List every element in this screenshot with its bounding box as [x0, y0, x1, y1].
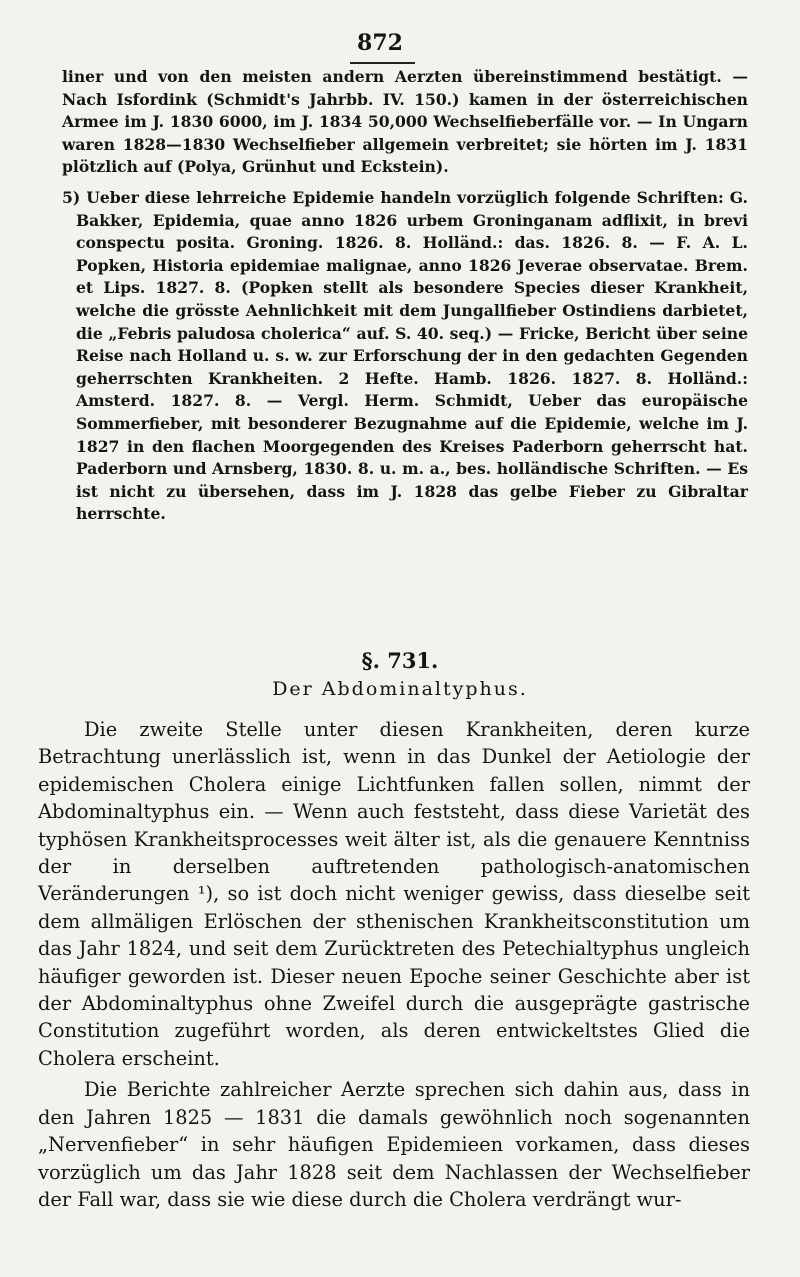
- body-paragraph-2: Die Berichte zahlreicher Aerzte sprechen sich dahin aus, dass in den Jahren 1825 — 1831 die damals gewöhnlich noch sogenannten „Nervenfieber“ in sehr häufigen Epidemieen vorkamen, dass dieses vorzüglich um das Jahr 1828 seit dem Nachlassen der Wechselfieber der Fall war, dass sie wie diese durch die Cholera verdrängt wur-: [38, 1078, 750, 1211]
- footnote-5: 5) Ueber diese lehrreiche Epidemie handeln vorzüglich folgende Schriften: G. Bakker, Epidemia, quae anno 1826 urbem Groninganam adflixit, in brevi conspectu posita. Groning. 1826. 8. Holländ.: das. 1826. 8. — F. A. L. Popken, Historia epidemiae malignae, anno 1826 Jeverae observatae. Brem. et Lips. 1827. 8. (Popken stellt als besondere Species dieser Krankheit, welche die grösste Aehnlichkeit mit dem Jungallfieber Ostindiens darbietet, die „Febris paludosa cholerica“ auf. S. 40. seq.) — Fricke, Bericht über seine Reise nach Holland u. s. w. zur Erforschung der in den gedachten Gegenden geherrschten Krankheiten. 2 Hefte. Hamb. 1826. 1827. 8. Holländ.: Amsterd. 1827. 8. — Vergl. Herm. Schmidt, Ueber das europäische Sommerfieber, mit besonderer Bezugnahme auf die Epidemie, welche im J. 1827 in den flachen Moorgegenden des Kreises Paderborn geherrscht hat. Paderborn und Arnsberg, 1830. 8. u. m. a., bes. holländische Schriften. — Es ist nicht zu übersehen, dass im J. 1828 das gelbe Fieber zu Gibraltar herrschte.: [62, 187, 748, 524]
- body-text: [38, 716, 750, 1213]
- section-number: §. 731.: [361, 648, 439, 673]
- body-paragraph-1: Die zweite Stelle unter diesen Krankheiten, deren kurze Betrachtung unerlässlich ist, wenn in das Dunkel der Aetiologie der epidemischen Cholera einige Lichtfunken fallen sollen, nimmt der Abdominaltyphus ein. — Wenn auch feststeht, dass diese Varietät des typhösen Krankheitsprocesses weit älter ist, als die genauere Kenntniss der in derselben auftretenden pathologisch-anatomischen Veränderungen ¹), so ist doch nicht weniger gewiss, dass dieselbe seit dem allmäligen Erlöschen der sthenischen Krankheitsconstitution um das Jahr 1824, und seit dem Zurücktreten des Petechialtyphus ungleich häufiger geworden ist. Dieser neuen Epoche seiner Geschichte aber ist der Abdominaltyphus ohne Zweifel durch die ausgeprägte gastrische Constitution zugeführt worden, als deren entwickeltstes Glied die Cholera erscheint.: [38, 718, 750, 1070]
- page-number: 872: [357, 30, 403, 56]
- section-title: Der Abdominaltyphus.: [272, 678, 528, 700]
- footnote-continuation: liner und von den meisten andern Aerzten übereinstimmend bestätigt. — Nach Isfordink (Schmidt's Jahrbb. IV. 150.) kamen in der österreichischen Armee im J. 1830 6000, im J. 1834 50,000 Wechselfieberfälle vor. — In Ungarn waren 1828—1830 Wechselfieber allgemein verbreitet; sie hörten im J. 1831 plötzlich auf (Polya, Grünhut und Eckstein).: [62, 67, 748, 177]
- header-rule: [350, 62, 415, 64]
- footnotes-block: [62, 66, 748, 526]
